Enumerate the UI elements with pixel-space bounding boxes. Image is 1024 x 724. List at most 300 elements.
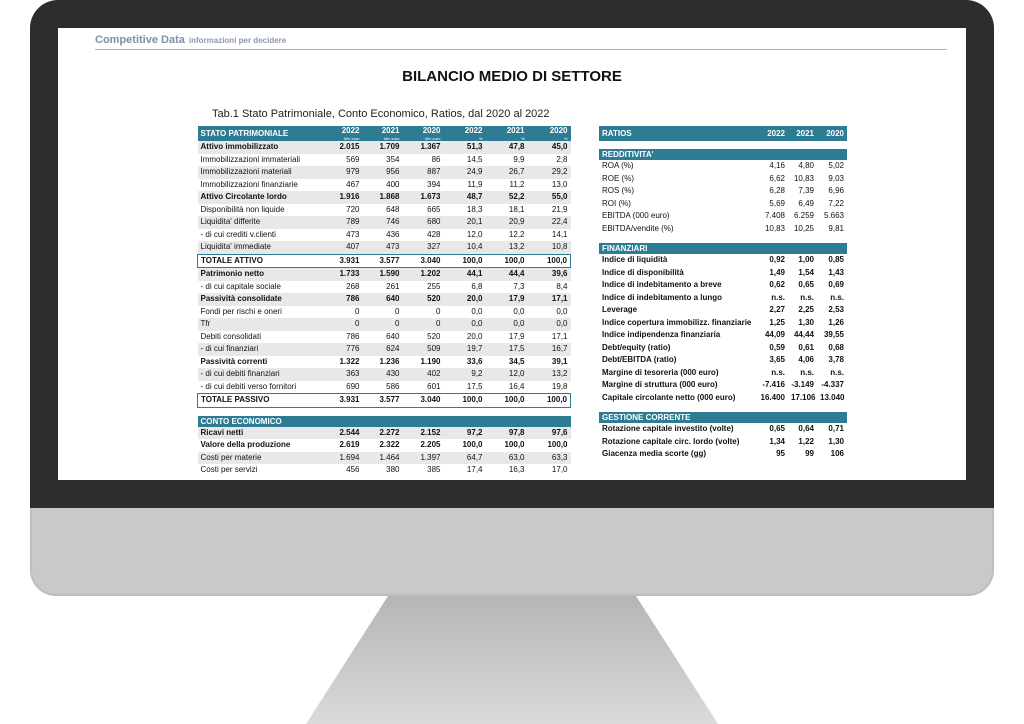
row-label: FINANZIARI bbox=[599, 243, 756, 254]
row-value: 1,30 bbox=[828, 436, 844, 446]
row-value: 3.577 bbox=[363, 254, 403, 268]
row-value: 26,7 bbox=[486, 166, 528, 179]
ratios-table bbox=[599, 126, 847, 461]
row-value: n.s. bbox=[830, 292, 844, 302]
row-value: 10,4 bbox=[444, 241, 486, 254]
row-value: 100,0 bbox=[528, 254, 571, 268]
row-value: 261 bbox=[386, 281, 400, 291]
left-table-row bbox=[198, 216, 571, 229]
row-value: 1.590 bbox=[363, 268, 403, 281]
row-value: -3.149 bbox=[791, 380, 814, 389]
row-value: 63,0 bbox=[486, 452, 528, 465]
left-table-row bbox=[198, 154, 571, 167]
row-value: 1.916 bbox=[319, 191, 363, 204]
row-label: Costi per servizi bbox=[200, 465, 258, 474]
row-value: 3.931 bbox=[319, 254, 363, 268]
row-label: GESTIONE CORRENTE bbox=[599, 412, 756, 423]
row-label: Giacenza media scorte (gg) bbox=[602, 449, 707, 458]
right-table-row bbox=[599, 149, 847, 160]
left-table-row bbox=[198, 166, 571, 179]
row-label: Immobilizzazioni materiali bbox=[198, 166, 319, 179]
row-value bbox=[817, 149, 847, 160]
row-value: 407 bbox=[319, 241, 363, 254]
left-table-row bbox=[198, 141, 571, 154]
row-value bbox=[444, 416, 486, 427]
row-value: 24,9 bbox=[444, 166, 486, 179]
row-value: 21,9 bbox=[551, 204, 568, 214]
right-table-row bbox=[599, 304, 847, 317]
row-value: 394 bbox=[427, 179, 441, 189]
left-table-row bbox=[198, 318, 571, 331]
monitor-stand bbox=[0, 596, 1024, 724]
row-value: 1,43 bbox=[828, 267, 844, 277]
left-table-row bbox=[198, 229, 571, 242]
row-label: Debt/equity (ratio) bbox=[602, 342, 671, 352]
row-value: 17,0 bbox=[551, 465, 568, 474]
row-value: 95 bbox=[776, 449, 785, 458]
row-value: 380 bbox=[386, 465, 400, 474]
left-table-row bbox=[198, 204, 571, 217]
left-header-col: 2021 Mln euro bbox=[363, 126, 403, 141]
row-label: Liquidita' immediate bbox=[198, 241, 319, 254]
right-table-row bbox=[599, 223, 847, 236]
row-label: Rotazione capitale investito (volte) bbox=[602, 424, 734, 433]
right-table-row bbox=[599, 436, 847, 449]
row-value bbox=[528, 416, 571, 427]
left-table-row bbox=[198, 241, 571, 254]
row-value: 18,3 bbox=[466, 204, 483, 214]
left-header-col: 2020 % bbox=[528, 126, 571, 141]
row-value: 3,65 bbox=[769, 355, 785, 364]
row-value: 2,25 bbox=[798, 305, 814, 314]
row-value: 5,69 bbox=[769, 198, 785, 208]
row-value: 2.544 bbox=[319, 427, 363, 440]
row-label: - di cui debiti finanziari bbox=[198, 368, 319, 381]
row-label: Disponibilità non liquide bbox=[200, 204, 285, 214]
row-label: Ricavi netti bbox=[198, 427, 319, 440]
left-table-row bbox=[198, 179, 571, 192]
row-label: CONTO ECONOMICO bbox=[198, 416, 319, 427]
row-value: 20,9 bbox=[486, 216, 528, 229]
left-header-col: 2022 Mln euro bbox=[319, 126, 363, 141]
row-value bbox=[403, 407, 444, 416]
row-value: 4,06 bbox=[798, 355, 814, 364]
row-value: 6,28 bbox=[769, 186, 785, 195]
row-value: 100,0 bbox=[528, 394, 571, 408]
row-value: 99 bbox=[805, 449, 814, 458]
row-value: 10,83 bbox=[793, 173, 814, 183]
row-value: 6.259 bbox=[793, 211, 814, 220]
row-value: n.s. bbox=[771, 367, 785, 377]
row-label: Costi per materie bbox=[198, 452, 319, 465]
row-value: 51,3 bbox=[444, 141, 486, 154]
row-value: 64,7 bbox=[444, 452, 486, 465]
row-value: 0,69 bbox=[828, 280, 844, 289]
row-value: 746 bbox=[363, 216, 403, 229]
row-value bbox=[319, 416, 363, 427]
row-label: ROA (%) bbox=[602, 161, 634, 170]
right-table-row bbox=[599, 448, 847, 461]
right-table-row bbox=[599, 160, 847, 173]
row-value: 569 bbox=[346, 154, 360, 164]
row-label: Attivo Circolante lordo bbox=[198, 191, 319, 204]
row-value bbox=[756, 243, 788, 254]
row-label: ROS (%) bbox=[602, 186, 634, 195]
row-label: Valore della produzione bbox=[200, 440, 291, 449]
row-value: 0 bbox=[319, 318, 363, 331]
right-table-row bbox=[599, 141, 847, 149]
right-table-row bbox=[599, 267, 847, 280]
row-value: 1.202 bbox=[403, 268, 444, 281]
row-label: Indice di indebitamento a lungo bbox=[602, 292, 723, 302]
row-value: 786 bbox=[346, 331, 360, 341]
row-value: 13,2 bbox=[486, 241, 528, 254]
row-label: Indice di indebitamento a breve bbox=[602, 280, 722, 289]
row-value: 29,2 bbox=[528, 166, 571, 179]
row-value: 100,0 bbox=[444, 254, 486, 268]
row-value bbox=[486, 407, 528, 416]
row-value: 0,0 bbox=[556, 306, 568, 316]
row-value: 268 bbox=[346, 281, 360, 291]
row-value: 17,9 bbox=[486, 293, 528, 306]
left-header-col: 2021 % bbox=[486, 126, 528, 141]
row-value: n.s. bbox=[800, 292, 814, 302]
row-label: Passività consolidate bbox=[198, 293, 319, 306]
row-value: 3.931 bbox=[319, 394, 363, 408]
row-value bbox=[817, 141, 847, 149]
row-label: Patrimonio netto bbox=[198, 268, 319, 281]
row-value: 1.709 bbox=[363, 141, 403, 154]
row-value bbox=[817, 235, 847, 243]
row-value: 7,3 bbox=[513, 281, 525, 291]
brand-name: Competitive Data bbox=[95, 34, 185, 46]
left-table-row bbox=[198, 306, 571, 319]
row-value: 2.205 bbox=[420, 440, 441, 449]
left-table-row bbox=[198, 343, 571, 356]
row-value bbox=[817, 243, 847, 254]
row-label: EBITDA (000 euro) bbox=[602, 211, 670, 220]
row-label: Indice indipendenza finanziaria bbox=[602, 330, 721, 339]
row-value: 1,54 bbox=[798, 267, 814, 277]
row-value: 14,5 bbox=[466, 154, 483, 164]
row-value: 680 bbox=[403, 216, 444, 229]
monitor-chin bbox=[30, 508, 994, 596]
row-value: 19,7 bbox=[444, 343, 486, 356]
row-value: 9,9 bbox=[513, 154, 525, 164]
row-value: 3,78 bbox=[828, 355, 844, 364]
row-value: 1.673 bbox=[403, 191, 444, 204]
row-value: 1.397 bbox=[403, 452, 444, 465]
monitor-screen bbox=[58, 28, 966, 480]
row-value: 1,30 bbox=[798, 317, 814, 327]
row-value: 456 bbox=[346, 465, 360, 474]
row-value: 0 bbox=[355, 306, 360, 316]
right-table-row bbox=[599, 235, 847, 243]
row-value: 1,25 bbox=[769, 317, 785, 327]
row-value: 18,1 bbox=[508, 204, 525, 214]
row-value: 1,00 bbox=[798, 255, 814, 264]
left-table-row bbox=[198, 281, 571, 294]
row-label: - di cui capitale sociale bbox=[200, 281, 281, 291]
row-value: 0 bbox=[363, 318, 403, 331]
stato-patrimoniale-table bbox=[197, 126, 571, 477]
row-value: n.s. bbox=[800, 367, 814, 377]
row-value: 520 bbox=[403, 293, 444, 306]
page-title: BILANCIO MEDIO DI SETTORE bbox=[402, 68, 622, 85]
row-label: Margine di tesoreria (000 euro) bbox=[602, 367, 719, 377]
row-value: 2.619 bbox=[339, 440, 360, 449]
right-table-row bbox=[599, 412, 847, 423]
row-value: 887 bbox=[403, 166, 444, 179]
row-value: 100,0 bbox=[486, 394, 528, 408]
row-value: 100,0 bbox=[504, 440, 525, 449]
right-table-row bbox=[599, 367, 847, 380]
right-table-row bbox=[599, 243, 847, 254]
row-value bbox=[756, 404, 788, 412]
row-value: 1.464 bbox=[363, 452, 403, 465]
row-value: 0 bbox=[436, 306, 441, 316]
left-table-row bbox=[198, 381, 571, 394]
row-label: Debiti consolidati bbox=[200, 331, 261, 341]
row-label bbox=[198, 407, 319, 416]
right-header-label: RATIOS bbox=[599, 126, 756, 141]
row-value: 44,1 bbox=[444, 268, 486, 281]
row-label: Passività correnti bbox=[200, 356, 268, 366]
row-value: 520 bbox=[427, 331, 441, 341]
row-value: 0,71 bbox=[828, 424, 844, 433]
row-value: 400 bbox=[386, 179, 400, 189]
row-value: 9,2 bbox=[444, 368, 486, 381]
row-label: Immobilizzazioni finanziarie bbox=[200, 179, 298, 189]
right-table-row bbox=[599, 198, 847, 211]
left-table-row bbox=[198, 416, 571, 427]
row-value: 44,44 bbox=[793, 330, 814, 339]
right-table-row bbox=[599, 317, 847, 330]
right-table-row bbox=[599, 404, 847, 412]
right-table-row bbox=[599, 210, 847, 223]
row-value bbox=[788, 243, 817, 254]
left-header-row bbox=[198, 126, 571, 141]
row-value: 402 bbox=[403, 368, 444, 381]
row-value: 44,09 bbox=[764, 330, 785, 339]
row-value: 20,1 bbox=[444, 216, 486, 229]
row-value: 363 bbox=[319, 368, 363, 381]
row-value: 6,8 bbox=[471, 281, 483, 291]
row-value: 47,8 bbox=[486, 141, 528, 154]
row-value: -7.416 bbox=[762, 380, 785, 389]
row-value: 22,4 bbox=[528, 216, 571, 229]
row-label: - di cui finanziari bbox=[198, 343, 319, 356]
row-value: 52,2 bbox=[486, 191, 528, 204]
row-value: 4,16 bbox=[769, 161, 785, 170]
left-table-row bbox=[198, 427, 571, 440]
right-table-row bbox=[599, 185, 847, 198]
row-value: 7,22 bbox=[828, 198, 844, 208]
left-table-row bbox=[198, 368, 571, 381]
row-value: 255 bbox=[427, 281, 441, 291]
row-value: 1.236 bbox=[379, 356, 400, 366]
row-value: 17,4 bbox=[466, 465, 483, 474]
right-header-col: 2020 bbox=[817, 126, 847, 141]
row-value bbox=[788, 141, 817, 149]
row-value: 7.408 bbox=[764, 211, 785, 220]
row-value: 19,8 bbox=[551, 381, 568, 391]
row-label: - di cui crediti v.clienti bbox=[200, 229, 276, 239]
row-value: 9,81 bbox=[828, 223, 844, 233]
left-table-row bbox=[198, 268, 571, 281]
row-value: 16,3 bbox=[508, 465, 525, 474]
row-label bbox=[599, 235, 756, 243]
row-label: ROI (%) bbox=[602, 198, 631, 208]
left-table-row bbox=[198, 407, 571, 416]
row-value: 327 bbox=[403, 241, 444, 254]
row-value: 6,49 bbox=[798, 198, 814, 208]
row-value: 0,65 bbox=[798, 280, 814, 289]
row-value: 720 bbox=[346, 204, 360, 214]
left-header-col: 2022 % bbox=[444, 126, 486, 141]
row-value: 17,5 bbox=[486, 343, 528, 356]
left-table-row bbox=[198, 394, 571, 408]
row-value bbox=[319, 407, 363, 416]
row-value: 789 bbox=[319, 216, 363, 229]
row-label: Attivo immobilizzato bbox=[198, 141, 319, 154]
row-value bbox=[788, 149, 817, 160]
brand-logo bbox=[95, 34, 286, 46]
row-value: 648 bbox=[386, 204, 400, 214]
row-value: 430 bbox=[363, 368, 403, 381]
row-value: 1.190 bbox=[420, 356, 441, 366]
row-value: 1,26 bbox=[828, 317, 844, 327]
row-value: 48,7 bbox=[444, 191, 486, 204]
row-value: 0,0 bbox=[486, 318, 528, 331]
right-table-row bbox=[599, 379, 847, 392]
row-value bbox=[528, 407, 571, 416]
row-value: 354 bbox=[386, 154, 400, 164]
row-value bbox=[486, 416, 528, 427]
row-value: 0 bbox=[395, 306, 400, 316]
right-table-row bbox=[599, 329, 847, 342]
row-value: 20,0 bbox=[466, 331, 483, 341]
row-value: 4,80 bbox=[798, 161, 814, 170]
row-value: 33,6 bbox=[466, 356, 483, 366]
row-value: 640 bbox=[386, 331, 400, 341]
row-value: 16,7 bbox=[528, 343, 571, 356]
row-value: 473 bbox=[346, 229, 360, 239]
row-label: TOTALE PASSIVO bbox=[198, 394, 319, 408]
row-value: 776 bbox=[319, 343, 363, 356]
row-value: 385 bbox=[427, 465, 441, 474]
row-value: 10,25 bbox=[793, 223, 814, 233]
row-value: 44,4 bbox=[486, 268, 528, 281]
row-value: 2.322 bbox=[379, 440, 400, 449]
right-table-row bbox=[599, 254, 847, 267]
left-table-row bbox=[198, 452, 571, 465]
row-value: 39,55 bbox=[823, 330, 844, 339]
row-value: 6,62 bbox=[769, 173, 785, 183]
row-label: Leverage bbox=[602, 305, 638, 314]
row-label: Indice di liquidità bbox=[602, 255, 668, 264]
row-label: Capitale circolante netto (000 euro) bbox=[602, 392, 736, 402]
row-value: 0,61 bbox=[798, 342, 814, 352]
left-header-col: 2020 Mln euro bbox=[403, 126, 444, 141]
row-value: n.s. bbox=[830, 367, 844, 377]
row-value: 1,49 bbox=[769, 267, 785, 277]
row-value bbox=[817, 412, 847, 423]
left-table-row bbox=[198, 331, 571, 344]
row-value: 2,53 bbox=[828, 305, 844, 314]
row-value: n.s. bbox=[771, 292, 785, 302]
right-header-row bbox=[599, 126, 847, 141]
row-label: Tfr bbox=[198, 318, 319, 331]
row-value: 3.577 bbox=[363, 394, 403, 408]
row-label: TOTALE ATTIVO bbox=[198, 254, 319, 268]
row-value: 467 bbox=[346, 179, 360, 189]
row-value: 5.663 bbox=[823, 211, 844, 220]
row-value: 106 bbox=[830, 449, 844, 458]
row-value bbox=[363, 416, 403, 427]
row-value: 665 bbox=[427, 204, 441, 214]
left-table-row bbox=[198, 254, 571, 268]
row-value: 8,4 bbox=[556, 281, 568, 291]
row-label: - di cui debiti verso fornitori bbox=[200, 381, 297, 391]
row-value: 9,03 bbox=[828, 173, 844, 183]
row-value: 97,8 bbox=[486, 427, 528, 440]
row-value: 63,3 bbox=[528, 452, 571, 465]
row-value bbox=[403, 416, 444, 427]
row-label: REDDITIVITA' bbox=[599, 149, 756, 160]
row-value: 100,0 bbox=[444, 394, 486, 408]
row-value: 100,0 bbox=[462, 440, 483, 449]
right-header-col: 2022 bbox=[756, 126, 788, 141]
row-value: 2.015 bbox=[319, 141, 363, 154]
row-value: 436 bbox=[386, 229, 400, 239]
row-value: 1,34 bbox=[769, 436, 785, 446]
row-value: 1.733 bbox=[319, 268, 363, 281]
row-value bbox=[756, 141, 788, 149]
row-value bbox=[788, 412, 817, 423]
row-value: 13,0 bbox=[551, 179, 568, 189]
row-value: 17,9 bbox=[508, 331, 525, 341]
row-value: 601 bbox=[427, 381, 441, 391]
left-table-row bbox=[198, 464, 571, 477]
row-value: 586 bbox=[386, 381, 400, 391]
row-value: 97,6 bbox=[528, 427, 571, 440]
row-value: 17.106 bbox=[791, 392, 816, 402]
right-table-row bbox=[599, 354, 847, 367]
row-value: 1.694 bbox=[319, 452, 363, 465]
row-value: 3.040 bbox=[403, 394, 444, 408]
row-value: 473 bbox=[363, 241, 403, 254]
right-table-row bbox=[599, 279, 847, 292]
row-value: 0,92 bbox=[769, 255, 785, 264]
row-value: 11,9 bbox=[467, 179, 483, 189]
row-value: 0 bbox=[403, 318, 444, 331]
row-value: 16,4 bbox=[508, 381, 525, 391]
row-value: 428 bbox=[427, 229, 441, 239]
row-value: 979 bbox=[319, 166, 363, 179]
row-value: 12,0 bbox=[466, 229, 483, 239]
right-table-row bbox=[599, 392, 847, 405]
row-value: -4.337 bbox=[821, 380, 844, 389]
left-header-label: STATO PATRIMONIALE bbox=[198, 126, 319, 141]
row-value bbox=[817, 404, 847, 412]
row-value: 624 bbox=[363, 343, 403, 356]
row-value: 100,0 bbox=[547, 440, 568, 449]
row-value bbox=[788, 404, 817, 412]
row-label: Fondi per rischi e oneri bbox=[200, 306, 282, 316]
row-value: 0,64 bbox=[798, 424, 814, 433]
row-value: 12,0 bbox=[486, 368, 528, 381]
